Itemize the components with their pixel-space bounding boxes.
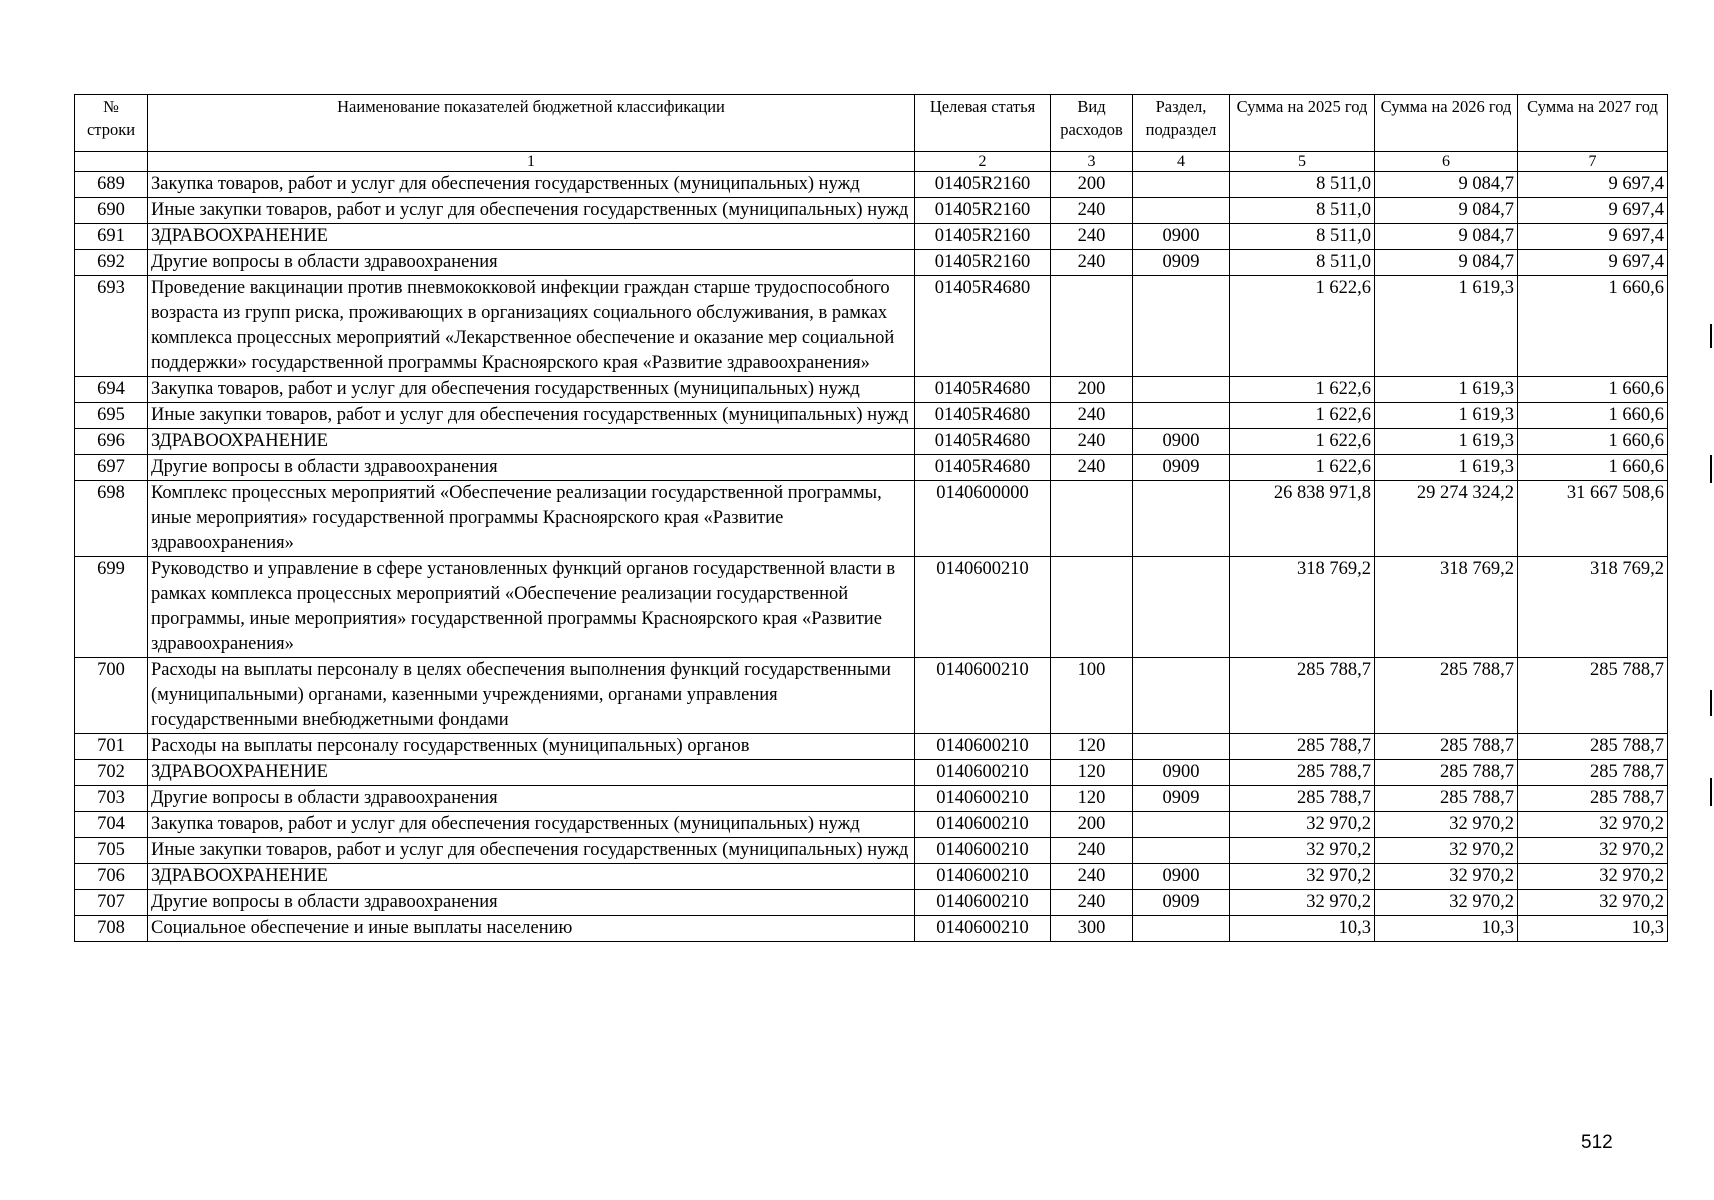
row-target: 0140600210: [915, 734, 1051, 760]
table-row: [75, 403, 1668, 429]
row-sum-2026: 10,3: [1375, 916, 1518, 942]
row-section: [1133, 557, 1230, 658]
column-number: 3: [1051, 152, 1133, 172]
row-name: ЗДРАВООХРАНЕНИЕ: [148, 429, 915, 455]
row-number: 701: [75, 734, 148, 760]
row-sum-2025: 32 970,2: [1230, 890, 1375, 916]
row-number: 694: [75, 377, 148, 403]
table-row: [75, 276, 1668, 377]
table-row: [75, 786, 1668, 812]
row-sum-2026: 318 769,2: [1375, 557, 1518, 658]
row-sum-2027: 9 697,4: [1518, 250, 1668, 276]
scan-edge-mark: [1710, 324, 1712, 348]
table-row: [75, 481, 1668, 557]
row-section: [1133, 734, 1230, 760]
row-kind: 120: [1051, 786, 1133, 812]
header-sum-2027: Сумма на 2027 год: [1518, 95, 1668, 152]
table-row: [75, 760, 1668, 786]
row-number: 707: [75, 890, 148, 916]
table-header-row: [75, 95, 1668, 152]
row-kind: [1051, 276, 1133, 377]
row-number: 696: [75, 429, 148, 455]
header-target: Целевая статья: [915, 95, 1051, 152]
row-sum-2027: 285 788,7: [1518, 786, 1668, 812]
table-row: [75, 198, 1668, 224]
row-sum-2025: 8 511,0: [1230, 250, 1375, 276]
row-sum-2026: 9 084,7: [1375, 198, 1518, 224]
row-sum-2026: 1 619,3: [1375, 377, 1518, 403]
table-row: [75, 172, 1668, 198]
row-kind: [1051, 557, 1133, 658]
row-section: [1133, 198, 1230, 224]
row-sum-2027: 32 970,2: [1518, 812, 1668, 838]
row-kind: 240: [1051, 429, 1133, 455]
row-sum-2025: 1 622,6: [1230, 455, 1375, 481]
row-name: ЗДРАВООХРАНЕНИЕ: [148, 224, 915, 250]
header-section: Раздел, подраздел: [1133, 95, 1230, 152]
row-sum-2026: 9 084,7: [1375, 172, 1518, 198]
table-row: [75, 864, 1668, 890]
row-sum-2026: 285 788,7: [1375, 786, 1518, 812]
row-sum-2027: 9 697,4: [1518, 172, 1668, 198]
table-row: [75, 734, 1668, 760]
row-target: 0140600210: [915, 838, 1051, 864]
row-section: 0909: [1133, 455, 1230, 481]
table-row: [75, 890, 1668, 916]
row-number: 691: [75, 224, 148, 250]
table-row: [75, 455, 1668, 481]
header-name: Наименование показателей бюджетной классификации: [148, 95, 915, 152]
column-number: 5: [1230, 152, 1375, 172]
table-row: [75, 658, 1668, 734]
row-number: 705: [75, 838, 148, 864]
row-sum-2027: 10,3: [1518, 916, 1668, 942]
row-sum-2027: 285 788,7: [1518, 734, 1668, 760]
row-number: 689: [75, 172, 148, 198]
row-kind: 120: [1051, 760, 1133, 786]
row-number: 692: [75, 250, 148, 276]
row-target: 0140600210: [915, 557, 1051, 658]
row-name: Комплекс процессных мероприятий «Обеспечение реализации государственной программы, иные мероприятия» государственной программы Красноярского края «Развитие здравоохранения»: [148, 481, 915, 557]
table-row: [75, 838, 1668, 864]
column-number: 7: [1518, 152, 1668, 172]
table-row: [75, 250, 1668, 276]
table-row: [75, 224, 1668, 250]
row-sum-2027: 1 660,6: [1518, 403, 1668, 429]
row-name: Другие вопросы в области здравоохранения: [148, 250, 915, 276]
row-section: 0900: [1133, 429, 1230, 455]
scan-edge-mark: [1710, 455, 1712, 483]
row-sum-2027: 32 970,2: [1518, 838, 1668, 864]
row-sum-2027: 1 660,6: [1518, 429, 1668, 455]
row-kind: 240: [1051, 403, 1133, 429]
row-sum-2025: 32 970,2: [1230, 864, 1375, 890]
row-kind: 240: [1051, 250, 1133, 276]
row-target: 01405R2160: [915, 224, 1051, 250]
row-sum-2027: 9 697,4: [1518, 198, 1668, 224]
row-target: 01405R4680: [915, 429, 1051, 455]
row-section: [1133, 812, 1230, 838]
row-kind: 240: [1051, 198, 1133, 224]
row-target: 01405R4680: [915, 455, 1051, 481]
row-sum-2027: 1 660,6: [1518, 377, 1668, 403]
row-target: 0140600210: [915, 812, 1051, 838]
header-sum-2025: Сумма на 2025 год: [1230, 95, 1375, 152]
row-sum-2026: 1 619,3: [1375, 403, 1518, 429]
row-name: Закупка товаров, работ и услуг для обеспечения государственных (муниципальных) нужд: [148, 812, 915, 838]
row-kind: 200: [1051, 172, 1133, 198]
row-target: 0140600210: [915, 786, 1051, 812]
row-sum-2025: 10,3: [1230, 916, 1375, 942]
row-name: ЗДРАВООХРАНЕНИЕ: [148, 760, 915, 786]
row-sum-2026: 1 619,3: [1375, 455, 1518, 481]
row-number: 690: [75, 198, 148, 224]
header-row-no: № строки: [75, 95, 148, 152]
row-section: [1133, 658, 1230, 734]
column-number: 2: [915, 152, 1051, 172]
table-row: [75, 429, 1668, 455]
header-sum-2026: Сумма на 2026 год: [1375, 95, 1518, 152]
row-section: [1133, 276, 1230, 377]
row-sum-2026: 285 788,7: [1375, 760, 1518, 786]
row-number: 703: [75, 786, 148, 812]
row-sum-2025: 285 788,7: [1230, 734, 1375, 760]
row-kind: 100: [1051, 658, 1133, 734]
row-section: [1133, 838, 1230, 864]
row-sum-2026: 285 788,7: [1375, 658, 1518, 734]
row-name: ЗДРАВООХРАНЕНИЕ: [148, 864, 915, 890]
row-name: Другие вопросы в области здравоохранения: [148, 786, 915, 812]
row-sum-2025: 26 838 971,8: [1230, 481, 1375, 557]
row-sum-2025: 285 788,7: [1230, 658, 1375, 734]
row-target: 01405R4680: [915, 377, 1051, 403]
row-kind: 240: [1051, 455, 1133, 481]
row-number: 700: [75, 658, 148, 734]
column-number: 1: [148, 152, 915, 172]
row-kind: 200: [1051, 812, 1133, 838]
row-sum-2025: 1 622,6: [1230, 276, 1375, 377]
row-target: 01405R2160: [915, 172, 1051, 198]
row-sum-2027: 32 970,2: [1518, 890, 1668, 916]
row-section: 0909: [1133, 890, 1230, 916]
row-sum-2025: 318 769,2: [1230, 557, 1375, 658]
scan-edge-mark: [1710, 778, 1712, 806]
budget-table: [74, 94, 1668, 942]
row-kind: 240: [1051, 224, 1133, 250]
row-target: 01405R2160: [915, 250, 1051, 276]
row-number: 704: [75, 812, 148, 838]
row-sum-2025: 1 622,6: [1230, 403, 1375, 429]
row-target: 01405R4680: [915, 276, 1051, 377]
table-row: [75, 557, 1668, 658]
row-name: Расходы на выплаты персоналу государственных (муниципальных) органов: [148, 734, 915, 760]
row-number: 698: [75, 481, 148, 557]
row-target: 0140600000: [915, 481, 1051, 557]
row-sum-2025: 32 970,2: [1230, 838, 1375, 864]
row-sum-2027: 9 697,4: [1518, 224, 1668, 250]
row-sum-2025: 8 511,0: [1230, 198, 1375, 224]
row-sum-2025: 285 788,7: [1230, 786, 1375, 812]
row-name: Другие вопросы в области здравоохранения: [148, 455, 915, 481]
row-kind: 120: [1051, 734, 1133, 760]
row-sum-2027: 1 660,6: [1518, 276, 1668, 377]
row-section: [1133, 377, 1230, 403]
row-number: 708: [75, 916, 148, 942]
row-name: Иные закупки товаров, работ и услуг для обеспечения государственных (муниципальных) нужд: [148, 198, 915, 224]
row-name: Социальное обеспечение и иные выплаты населению: [148, 916, 915, 942]
row-kind: 300: [1051, 916, 1133, 942]
row-number: 697: [75, 455, 148, 481]
row-section: 0900: [1133, 864, 1230, 890]
page-number: 512: [1581, 1132, 1613, 1153]
row-number: 702: [75, 760, 148, 786]
row-sum-2026: 285 788,7: [1375, 734, 1518, 760]
row-kind: [1051, 481, 1133, 557]
row-sum-2026: 32 970,2: [1375, 890, 1518, 916]
row-sum-2026: 9 084,7: [1375, 250, 1518, 276]
row-sum-2027: 285 788,7: [1518, 760, 1668, 786]
row-name: Закупка товаров, работ и услуг для обеспечения государственных (муниципальных) нужд: [148, 172, 915, 198]
row-sum-2025: 1 622,6: [1230, 429, 1375, 455]
row-sum-2026: 9 084,7: [1375, 224, 1518, 250]
row-target: 0140600210: [915, 916, 1051, 942]
row-sum-2026: 1 619,3: [1375, 429, 1518, 455]
row-sum-2025: 285 788,7: [1230, 760, 1375, 786]
row-sum-2027: 1 660,6: [1518, 455, 1668, 481]
row-section: 0900: [1133, 224, 1230, 250]
row-target: 0140600210: [915, 890, 1051, 916]
row-number: 699: [75, 557, 148, 658]
row-kind: 200: [1051, 377, 1133, 403]
row-target: 01405R4680: [915, 403, 1051, 429]
row-target: 01405R2160: [915, 198, 1051, 224]
row-section: 0900: [1133, 760, 1230, 786]
row-section: 0909: [1133, 786, 1230, 812]
row-name: Иные закупки товаров, работ и услуг для обеспечения государственных (муниципальных) нужд: [148, 403, 915, 429]
row-name: Иные закупки товаров, работ и услуг для обеспечения государственных (муниципальных) нужд: [148, 838, 915, 864]
table-row: [75, 916, 1668, 942]
row-sum-2027: 31 667 508,6: [1518, 481, 1668, 557]
row-sum-2025: 8 511,0: [1230, 172, 1375, 198]
table-row: [75, 377, 1668, 403]
row-sum-2027: 285 788,7: [1518, 658, 1668, 734]
row-kind: 240: [1051, 864, 1133, 890]
row-number: 693: [75, 276, 148, 377]
row-sum-2025: 8 511,0: [1230, 224, 1375, 250]
row-number: 706: [75, 864, 148, 890]
row-name: Другие вопросы в области здравоохранения: [148, 890, 915, 916]
row-sum-2027: 32 970,2: [1518, 864, 1668, 890]
row-name: Руководство и управление в сфере установленных функций органов государственной власти в рамках комплекса процессных мероприятий «Обеспечение реализации государственной программы, иные мероприятия» государственной программы Красноярского края «Развитие здравоохранения»: [148, 557, 915, 658]
row-sum-2026: 32 970,2: [1375, 864, 1518, 890]
row-sum-2026: 29 274 324,2: [1375, 481, 1518, 557]
column-number: [75, 152, 148, 172]
row-sum-2026: 32 970,2: [1375, 812, 1518, 838]
table-row: [75, 812, 1668, 838]
scan-edge-mark: [1710, 690, 1712, 716]
row-section: 0909: [1133, 250, 1230, 276]
row-target: 0140600210: [915, 658, 1051, 734]
row-number: 695: [75, 403, 148, 429]
row-section: [1133, 403, 1230, 429]
row-sum-2025: 1 622,6: [1230, 377, 1375, 403]
row-section: [1133, 172, 1230, 198]
row-name: Проведение вакцинации против пневмококковой инфекции граждан старше трудоспособного возраста из групп риска, проживающих в организациях социального обслуживания, в рамках комплекса процессных мероприятий «Лекарственное обеспечение и оказание мер социальной поддержки» государственной программы Красноярского края «Развитие здравоохранения»: [148, 276, 915, 377]
row-target: 0140600210: [915, 760, 1051, 786]
column-number-row: [75, 152, 1668, 172]
row-kind: 240: [1051, 890, 1133, 916]
row-kind: 240: [1051, 838, 1133, 864]
row-name: Закупка товаров, работ и услуг для обеспечения государственных (муниципальных) нужд: [148, 377, 915, 403]
row-target: 0140600210: [915, 864, 1051, 890]
header-kind: Вид расходов: [1051, 95, 1133, 152]
row-sum-2026: 1 619,3: [1375, 276, 1518, 377]
row-section: [1133, 916, 1230, 942]
column-number: 6: [1375, 152, 1518, 172]
row-sum-2025: 32 970,2: [1230, 812, 1375, 838]
row-sum-2027: 318 769,2: [1518, 557, 1668, 658]
row-sum-2026: 32 970,2: [1375, 838, 1518, 864]
row-name: Расходы на выплаты персоналу в целях обеспечения выполнения функций государственными (муниципальными) органами, казенными учреждениями, органами управления государственными внебюджетными фондами: [148, 658, 915, 734]
column-number: 4: [1133, 152, 1230, 172]
row-section: [1133, 481, 1230, 557]
